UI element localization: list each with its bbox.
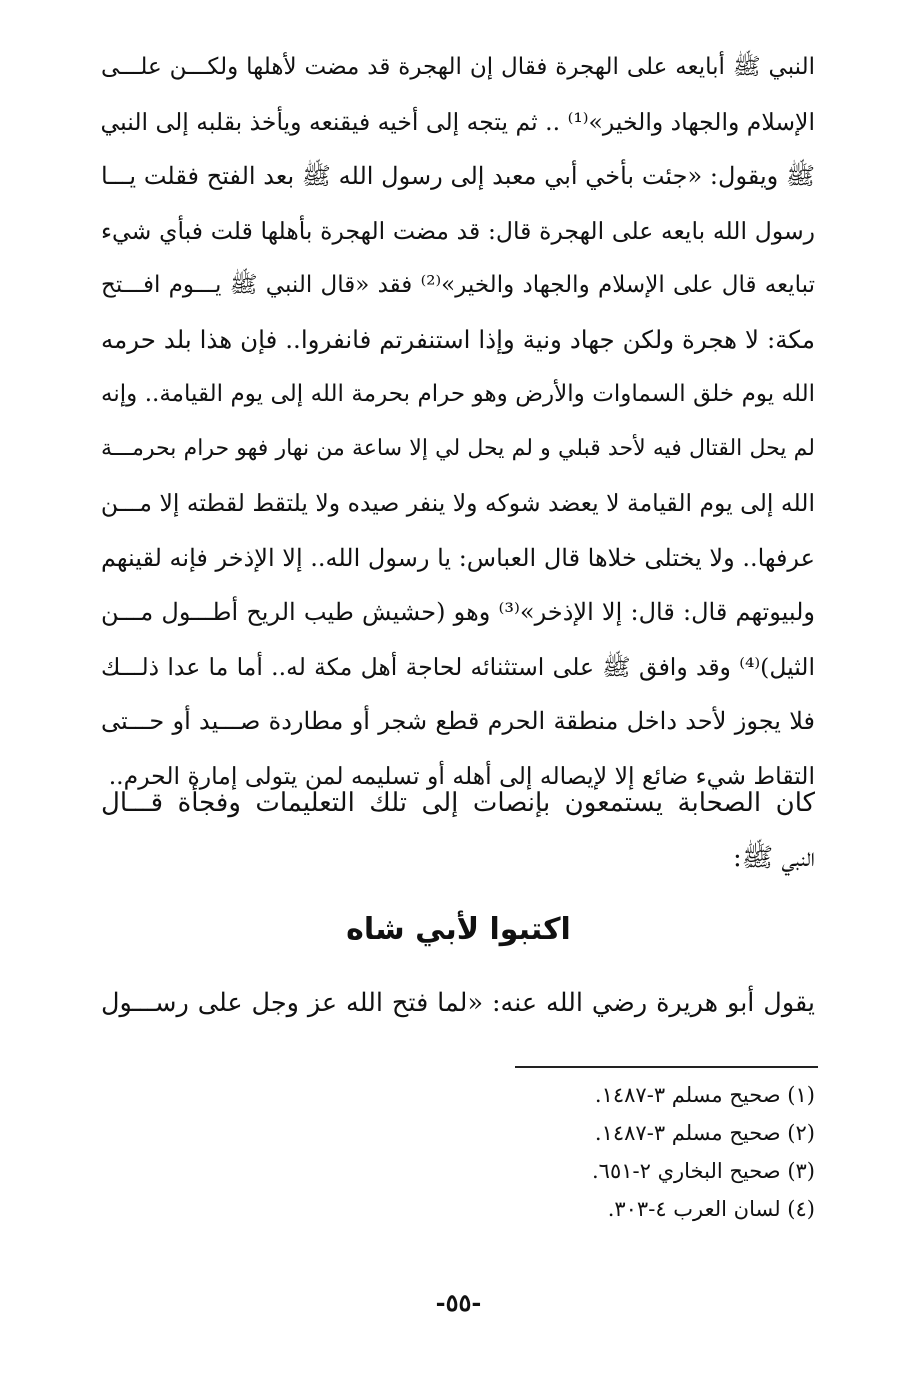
paragraph-line: الإسلام والجهاد والخير»⁽¹⁾ .. ثم يتجه إلى أخيه فيقنعه ويأخذ بقلبه إلى النبي (101, 107, 815, 136)
paragraph-line: رسول الله بايعه على الهجرة قال: قد مضت الهجرة بأهلها قلت فبأي شيء (101, 216, 815, 245)
paragraph-line: كان الصحابة يستمعون بإنصات إلى تلك التعليمات وفجأة قـــال (101, 788, 815, 818)
paragraph-line: مكة: لا هجرة ولكن جهاد ونية وإذا استنفرتم فانفروا.. فإن هذا بلد حرمه (101, 324, 815, 354)
section-heading: اكتبوا لأبي شاه (346, 912, 571, 947)
main-paragraph (101, 40, 815, 803)
paragraph-line: الله إلى يوم القيامة لا يعضد شوكه ولا ينفر صيده ولا يلتقط لقطته إلا مـــن (101, 489, 815, 517)
footnote: (٣) صحيح البخاري ٢-٦٥١. (591, 1159, 815, 1183)
footnotes (415, 1076, 815, 1228)
paragraph-line: لم يحل القتال فيه لأحد قبلي و لم يحل لي إلا ساعة من نهار فهو حرام بحرمـــة (101, 435, 815, 461)
page-number: -٥٥- (435, 1288, 482, 1317)
footnote: (٢) صحيح مسلم ٣-١٤٨٧. (594, 1121, 815, 1145)
paragraph-line: فلا يجوز لأحد داخل منطقة الحرم قطع شجر أو مطاردة صـــيد أو حـــتى (101, 707, 815, 735)
paragraph-line: الله يوم خلق السماوات والأرض وهو حرام بحرمة الله إلى يوم القيامة.. وإنه (101, 381, 815, 407)
paragraph-line: النبي ﷺ أبايعه على الهجرة فقال إن الهجرة قد مضت لأهلها ولكـــن علـــى (101, 54, 815, 80)
third-paragraph (101, 976, 815, 1031)
paragraph-line: ولبيوتهم قال: قال: إلا الإذخر»⁽³⁾ وهو (حشيش طيب الريح أطـــول مـــن (101, 598, 815, 626)
paragraph-line: تبايعه قال على الإسلام والجهاد والخير»⁽²⁾ فقد «قال النبي ﷺ يـــوم افـــتح (101, 272, 815, 298)
paragraph-line: التقاط شيء ضائع إلا لإيصاله إلى أهله أو تسليمه لمن يتولى إمارة الحرم.. (108, 761, 815, 790)
footnote-divider (515, 1066, 818, 1068)
footnote: (٤) لسان العرب ٤-٣٠٣. (607, 1197, 815, 1221)
second-paragraph (101, 776, 815, 885)
paragraph-line: النبي ﷺ: (733, 842, 815, 873)
paragraph-line: عرفها.. ولا يختلى خلاها قال العباس: يا رسول الله.. إلا الإذخر فإنه لقينهم (101, 543, 815, 572)
paragraph-line: الثيل)⁽⁴⁾ وقد وافق ﷺ على استثنائه لحاجة أهل مكة له.. أما ما عدا ذلـــك (101, 652, 815, 681)
footnote: (١) صحيح مسلم ٣-١٤٨٧. (594, 1083, 815, 1107)
paragraph-line: ﷺ ويقول: «جئت بأخي أبي معبد إلى رسول الله ﷺ بعد الفتح فقلت يـــا (101, 162, 815, 190)
paragraph-line: يقول أبو هريرة رضي الله عنه: «لما فتح الله عز وجل على رســـول (101, 988, 815, 1018)
